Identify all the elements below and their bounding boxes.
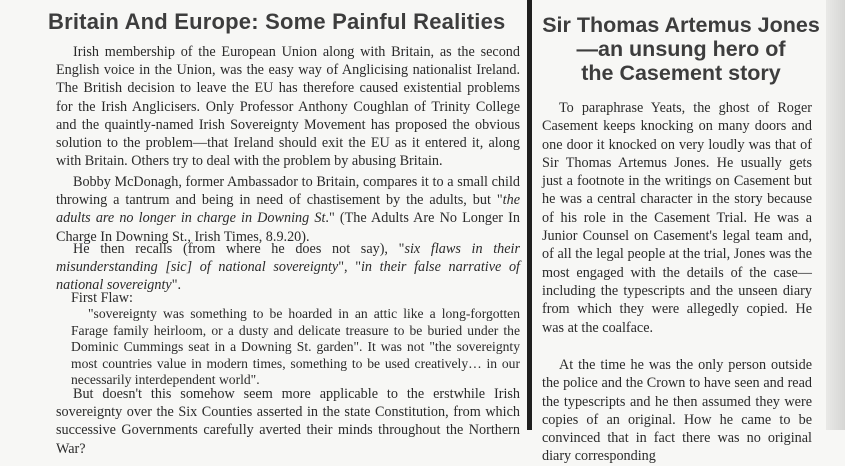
column-divider — [527, 0, 532, 430]
article-paragraph-2: Bobby McDonagh, former Ambassador to Britain, compares it to a small child throwing a tantrum and being in need of chastisement by the adults, but "the adults are no longer in charge in Downing St." (The Adults Are No Longer In Charge In Downing St., Irish Times, 8.9.20). — [56, 174, 520, 245]
right-column — [540, 0, 822, 465]
article-paragraph-1: Irish membership of the European Union along with Britain, as the second English voice in the Union, was the easy way of Anglicising nationalist Ireland. The British decision to leave the EU has therefore caused existential problems for the Irish Anglicisers. Only Professor Anthony Coughlan of Trinity College and the quaintly-named Irish Sovereignty Movement has proposed the obvious solution to the problem—that Ireland should exit the EU as it entered it, along with Britain. Others try to deal with the problem by abusing Britain. — [56, 44, 520, 170]
sidebar-paragraph-1: To paraphrase Yeats, the ghost of Roger Casement keeps knocking on many doors and one door it knocked on very loudly was that of Sir Thomas Artemus Jones. He usually gets just a footnote in the writings on Casement but he was a central character in the story because of his role in the Casement Trial. He was a Junior Counsel on Casement's legal team and, of all the legal people at the trial, Jones was the most engaged with the details of the case—including the typescripts and the unseen diary from which they were allegedly copied. He was at the coalface. — [542, 100, 812, 336]
first-flaw-heading: First Flaw: — [71, 290, 133, 306]
page-edge — [826, 0, 845, 430]
article-headline: Britain And Europe: Some Painful Realities — [48, 9, 506, 34]
article-paragraph-4: But doesn't this somehow seem more applicable to the erstwhile Irish sovereignty over the Six Counties asserted in the state Constitution, from which successive Governments carefully averted their minds throughout the Northern War? — [56, 386, 520, 457]
sidebar-paragraph-2: At the time he was the only person outside the police and the Crown to have seen and read the typescripts and he then assumed they were copies of an original. How he came to be convinced that in fact there was no original diary corresponding — [542, 357, 812, 465]
article-paragraph-3: He then recalls (from where he does not say), "six flaws in their misunderstanding [sic] of national sovereignty", "in their false narrative of national sovereignty". — [56, 241, 521, 294]
sidebar-article-title: Sir Thomas Artemus Jones —an unsung hero of the Casement story — [542, 13, 820, 85]
first-flaw-quote: "sovereignty was something to be hoarded in an attic like a long-forgotten Farage family heirloom, or a dusty and delicate treasure to be buried under the Dominic Cummings seat in a Downing St. garden". It was not "the sovereignty most countries value in modern times, something to be used creatively… in our necessarily interdependent world". — [71, 306, 520, 388]
